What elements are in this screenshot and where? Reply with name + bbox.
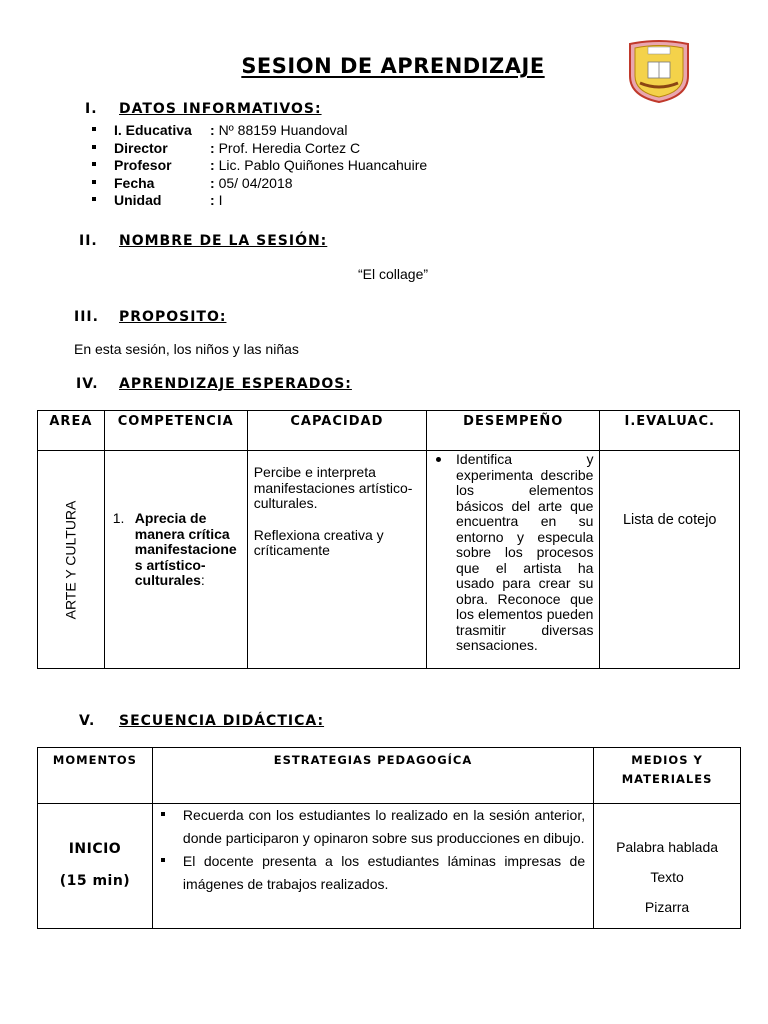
info-row-fecha: Fecha : 05/ 04/2018 (92, 175, 532, 193)
strategies-cell (152, 804, 593, 929)
learning-table (37, 410, 740, 669)
bullet-icon (92, 197, 96, 201)
capacidad-1: Percibe e interpreta manifestaciones artístico-culturales. (253, 464, 413, 511)
info-row-institucion: I. Educativa : Nº 88159 Huandoval (92, 122, 532, 140)
capacidad-2: Reflexiona creativa y críticamente (253, 526, 384, 558)
header-evaluacion: I.EVALUAC. (600, 411, 740, 451)
bullet-icon (161, 812, 165, 816)
header-area: AREA (38, 411, 105, 451)
bullet-icon (92, 180, 96, 184)
capacidad-cell (247, 451, 426, 669)
area-vertical-label: ARTE Y CULTURA (62, 500, 79, 619)
bullet-icon (92, 162, 96, 166)
header-capacidad: CAPACIDAD (247, 411, 426, 451)
strategy-item: El docente presenta a los estudiantes láminas impresas de imágenes de trabajos realizados. (153, 850, 585, 896)
strategy-item: Recuerda con los estudiantes lo realizado en la sesión anterior, donde participaron y opinaron sobre sus producciones en dibujo. (153, 804, 585, 850)
bullet-icon (92, 127, 96, 131)
bullet-icon (436, 457, 441, 462)
desempeno-text: Identifica y experimenta describe los elementos básicos del arte que encuentra en su entorno y especula sobre los procesos que el artista ha usado para crear su obra. Reconoce que los elementos pueden trasmitir diversas sensaciones. (456, 451, 594, 653)
sequence-row-inicio (38, 804, 741, 929)
header-medios: MEDIOS Y MATERIALES (594, 748, 741, 804)
info-row-director: Director : Prof. Heredia Cortez C (92, 140, 532, 158)
info-list (92, 122, 532, 210)
session-name: “El collage” (357, 266, 429, 282)
header-competencia: COMPETENCIA (104, 411, 247, 451)
bullet-icon (161, 858, 165, 862)
school-crest-logo (624, 36, 694, 106)
header-desempeno: DESEMPEÑO (427, 411, 600, 451)
inicio-cell (38, 804, 153, 929)
learning-table-header (38, 411, 740, 451)
sequence-table-header (38, 748, 741, 804)
header-momentos: MOMENTOS (38, 748, 153, 804)
page-title: SESION DE APRENDIZAJE (241, 54, 545, 78)
learning-table-row (38, 451, 740, 669)
material-item: Texto (650, 869, 684, 885)
sequence-table (37, 747, 741, 929)
purpose-text: En esta sesión, los niños y las niñas (74, 341, 299, 357)
inicio-label: INICIO (68, 841, 122, 857)
material-item: Palabra hablada (616, 839, 719, 855)
header-estrategias: ESTRATEGIAS PEDAGOGÍCA (152, 748, 593, 804)
evaluacion-text: Lista de cotejo (622, 512, 717, 528)
info-row-profesor: Profesor : Lic. Pablo Quiñones Huancahuire (92, 157, 532, 175)
competencia-cell: 1. Aprecia de manera crítica manifestacione s artístico-culturales: (104, 451, 247, 669)
area-cell (38, 451, 105, 669)
inicio-time: (15 min) (59, 873, 131, 889)
desempeno-cell (427, 451, 600, 669)
material-item: Pizarra (644, 899, 690, 915)
materials-cell (594, 804, 741, 929)
competencia-text: Aprecia de manera crítica manifestacione s artístico-culturales (134, 510, 237, 588)
evaluacion-cell (600, 451, 740, 669)
bullet-icon (92, 145, 96, 149)
info-row-unidad: Unidad : I (92, 192, 532, 210)
